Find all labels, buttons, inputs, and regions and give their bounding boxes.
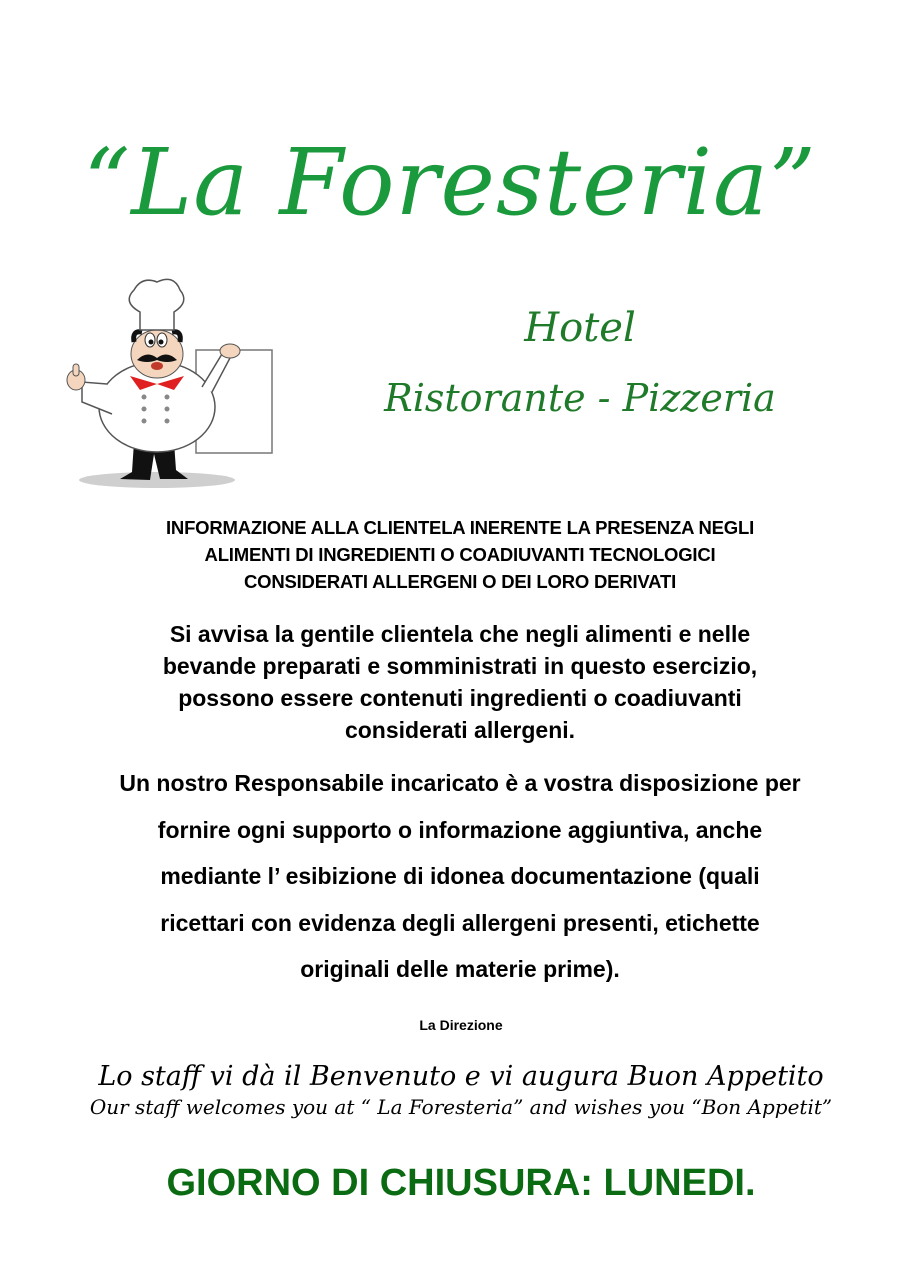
paragraph-line: Si avvisa la gentile clientela che negli alimenti e nelle	[169, 621, 751, 647]
heading-line: INFORMAZIONE ALLA CLIENTELA INERENTE LA PRESENZA NEGLI	[165, 517, 755, 538]
allergen-notice-paragraph	[60, 618, 860, 746]
management-signature: La Direzione	[419, 1017, 503, 1033]
welcome-message-english: Our staff welcomes you at “ La Foresteria” and wishes you “Bon Appetit”	[89, 1095, 833, 1119]
welcome-message-italian: Lo staff vi dà il Benvenuto e vi augura Buon Appetito	[98, 1061, 824, 1092]
responsible-person-paragraph	[40, 760, 880, 993]
restaurant-pizzeria-label: Ristorante - Pizzeria	[384, 376, 776, 420]
allergen-notice-heading	[70, 514, 850, 595]
paragraph-line: fornire ogni supporto o informazione aggiuntiva, anche	[157, 816, 763, 843]
paragraph-line: mediante l’ esibizione di idonea documentazione (quali	[160, 863, 760, 889]
heading-line: ALIMENTI DI INGREDIENTI O COADIUVANTI TECNOLOGICI	[204, 544, 716, 565]
hotel-label: Hotel	[524, 305, 636, 351]
restaurant-title: “La Foresteria”	[83, 129, 817, 236]
paragraph-line: Un nostro Responsabile incaricato è a vostra disposizione per	[119, 770, 801, 796]
paragraph-line: originali delle materie prime).	[300, 956, 620, 982]
paragraph-line: considerati allergeni.	[344, 717, 576, 743]
paragraph-line: possono essere contenuti ingredienti o coadiuvanti	[178, 685, 742, 711]
chef-holding-sign-icon	[62, 272, 292, 492]
paragraph-line: bevande preparati e somministrati in questo esercizio,	[162, 653, 758, 679]
heading-line: CONSIDERATI ALLERGENI O DEI LORO DERIVATI	[243, 571, 677, 592]
paragraph-line: ricettari con evidenza degli allergeni presenti, etichette	[160, 909, 760, 936]
closing-day-notice: GIORNO DI CHIUSURA: LUNEDI.	[166, 1162, 756, 1204]
